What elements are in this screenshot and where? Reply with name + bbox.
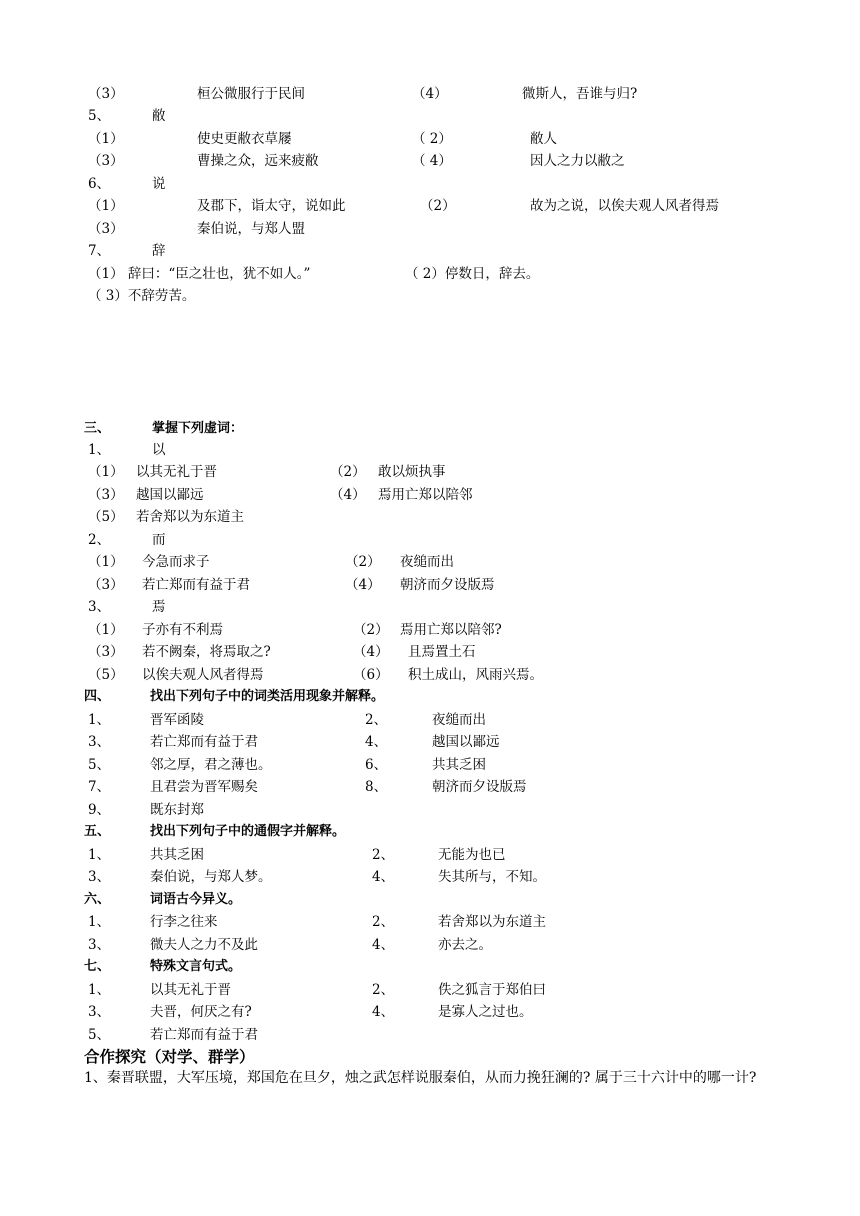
item-number: 2、 xyxy=(372,914,395,930)
item-number: 1、 xyxy=(88,712,111,728)
word-number: 2、 xyxy=(88,532,111,548)
item-text: 若不阙秦，将焉取之? xyxy=(142,644,271,660)
item-text: 因人之力以敝之 xyxy=(530,153,625,169)
item-number: （1） xyxy=(88,131,124,147)
item-number: 2、 xyxy=(372,982,395,998)
word-number: 3、 xyxy=(88,599,111,615)
item-number: （3） xyxy=(88,153,124,169)
item-text: 无能为也已 xyxy=(438,847,506,863)
item-text: 以其无礼于晋 xyxy=(136,464,217,480)
item-number: （6） xyxy=(353,667,389,683)
item-number: 4、 xyxy=(372,1004,395,1020)
item-number: （4） xyxy=(353,644,389,660)
item-text: （ 2）停数日，辞去。 xyxy=(405,266,540,282)
item-text: 越国以鄙远 xyxy=(136,487,204,503)
item-text: 故为之说，以俟夫观人风者得焉 xyxy=(530,198,719,214)
target-word: 焉 xyxy=(152,599,166,615)
item-number: 3、 xyxy=(88,937,111,953)
item-number: （4） xyxy=(330,487,366,503)
item-number: 2、 xyxy=(365,712,388,728)
item-number: 4、 xyxy=(372,869,395,885)
word-number: 6、 xyxy=(88,176,111,192)
item-text: 以其无礼于晋 xyxy=(150,982,231,998)
target-word: 敝 xyxy=(152,108,166,124)
explore-question-1: 1、秦晋联盟，大军压境，郑国危在旦夕，烛之武怎样说服秦伯，从而力挽狂澜的? 属于三十六计中的哪一计? xyxy=(84,1070,757,1086)
item-text: 若舍郑以为东道主 xyxy=(136,509,244,525)
item-number: （2） xyxy=(330,464,366,480)
word-number: 1、 xyxy=(88,442,111,458)
item-number: （3） xyxy=(88,577,124,593)
section-number: 六、 xyxy=(84,892,111,907)
item-text: 敢以烦执事 xyxy=(378,464,446,480)
item-text: 及郡下，诣太守，说如此 xyxy=(197,198,346,214)
item-number: （2） xyxy=(353,622,389,638)
item-text: 今急而求子 xyxy=(142,554,210,570)
section-title: 掌握下列虚词： xyxy=(152,421,244,436)
item-text: 既东封郑 xyxy=(150,802,204,818)
item-text: 失其所与，不知。 xyxy=(438,869,546,885)
item-text: 若亡郑而有益于君 xyxy=(150,734,258,750)
item-text: 若舍郑以为东道主 xyxy=(438,914,546,930)
item-text: 积土成山，风雨兴焉。 xyxy=(408,667,543,683)
item-text: 微夫人之力不及此 xyxy=(150,937,258,953)
item-number: （2） xyxy=(420,198,456,214)
item-text: 敝人 xyxy=(530,131,557,147)
item-text: 微斯人，吾谁与归? xyxy=(522,86,638,102)
item-number: （2） xyxy=(345,554,381,570)
item-text: 夜缒而出 xyxy=(400,554,454,570)
item-number: （3） xyxy=(88,221,124,237)
item-number: （5） xyxy=(88,667,124,683)
item-number: 1、 xyxy=(88,847,111,863)
item-number: 5、 xyxy=(88,757,111,773)
item-text: 使史更敝衣草屦 xyxy=(197,131,292,147)
explore-heading: 合作探究（对学、群学） xyxy=(84,1048,255,1066)
item-number: （5） xyxy=(88,509,124,525)
item-number: 4、 xyxy=(365,734,388,750)
item-number: 3、 xyxy=(88,869,111,885)
section-number: 三、 xyxy=(84,421,111,436)
item-text: 共其乏困 xyxy=(432,757,486,773)
item-text: 秦伯说，与郑人盟 xyxy=(197,221,305,237)
item-number: （4） xyxy=(345,577,381,593)
section-title: 词语古今异义。 xyxy=(150,892,242,907)
item-text: 若亡郑而有益于君 xyxy=(150,1027,258,1043)
item-text: 朝济而夕设版焉 xyxy=(400,577,495,593)
item-number: 3、 xyxy=(88,1004,111,1020)
item-text: 焉用亡郑以陪邻 xyxy=(378,487,473,503)
target-word: 以 xyxy=(152,442,166,458)
item-text: 越国以鄙远 xyxy=(432,734,500,750)
item-text: 以俟夫观人风者得焉 xyxy=(142,667,264,683)
item-number: 7、 xyxy=(88,779,111,795)
item-text: 行李之往来 xyxy=(150,914,218,930)
item-number: 2、 xyxy=(372,847,395,863)
item-number: 1、 xyxy=(88,914,111,930)
item-text: 夫晋，何厌之有? xyxy=(150,1004,252,1020)
item-number: （3） xyxy=(88,86,124,102)
item-text: 焉用亡郑以陪邻? xyxy=(400,622,502,638)
item-number: 3、 xyxy=(88,734,111,750)
item-text: 秦伯说，与郑人梦。 xyxy=(150,869,272,885)
item-number: 4、 xyxy=(372,937,395,953)
item-number: （1） xyxy=(88,464,124,480)
target-word: 而 xyxy=(152,532,166,548)
item-number: （1） xyxy=(88,198,124,214)
section-title: 特殊文言句式。 xyxy=(150,959,242,974)
section-number: 四、 xyxy=(84,689,111,704)
item-number: 5、 xyxy=(88,1027,111,1043)
item-text: 佚之狐言于郑伯曰 xyxy=(438,982,546,998)
item-text: 共其乏困 xyxy=(150,847,204,863)
item-text: （1） 辞曰：“臣之壮也，犹不如人。” xyxy=(88,266,311,282)
item-number: （ 4） xyxy=(412,153,452,169)
section-title: 找出下列句子中的词类活用现象并解释。 xyxy=(150,689,385,704)
word-number: 7、 xyxy=(88,243,111,259)
item-number: 9、 xyxy=(88,802,111,818)
item-text: 且焉置土石 xyxy=(408,644,476,660)
item-number: （ 2） xyxy=(412,131,452,147)
word-number: 5、 xyxy=(88,108,111,124)
target-word: 说 xyxy=(152,176,166,192)
item-number: 8、 xyxy=(365,779,388,795)
item-number: （4） xyxy=(412,86,448,102)
item-text: 子亦有不利焉 xyxy=(142,622,223,638)
section-number: 五、 xyxy=(84,824,111,839)
item-number: （3） xyxy=(88,644,124,660)
item-text: 是寡人之过也。 xyxy=(438,1004,533,1020)
item-text: 夜缒而出 xyxy=(432,712,486,728)
section-number: 七、 xyxy=(84,959,111,974)
item-text: （ 3）不辞劳苦。 xyxy=(88,288,196,304)
item-number: （3） xyxy=(88,487,124,503)
item-text: 且君尝为晋军赐矣 xyxy=(150,779,258,795)
item-number: 6、 xyxy=(365,757,388,773)
item-number: （1） xyxy=(88,554,124,570)
item-text: 曹操之众，远来疲敝 xyxy=(197,153,319,169)
item-number: 1、 xyxy=(88,982,111,998)
item-text: 亦去之。 xyxy=(438,937,492,953)
item-text: 晋军函陵 xyxy=(150,712,204,728)
section-title: 找出下列句子中的通假字并解释。 xyxy=(150,824,346,839)
item-text: 桓公微服行于民间 xyxy=(197,86,305,102)
target-word: 辞 xyxy=(152,243,166,259)
item-number: （1） xyxy=(88,622,124,638)
item-text: 邻之厚，君之薄也。 xyxy=(150,757,272,773)
item-text: 朝济而夕设版焉 xyxy=(432,779,527,795)
item-text: 若亡郑而有益于君 xyxy=(142,577,250,593)
